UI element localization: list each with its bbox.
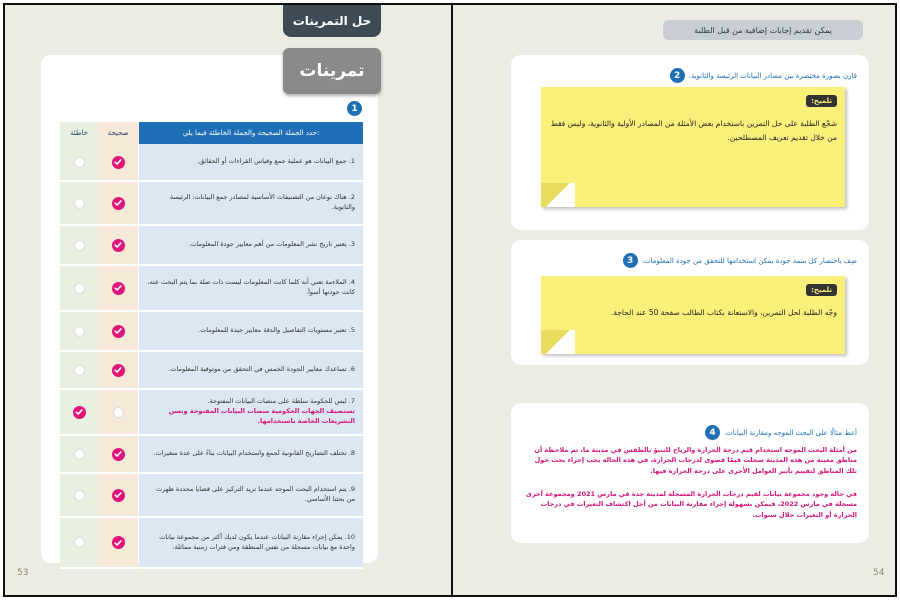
hint-label-q3: تلميح: (806, 284, 837, 296)
statement-cell (139, 352, 363, 390)
table-row (60, 474, 363, 518)
statement-text: 5. تعتبر مستويات التفاصيل والدقة معايير جيدة للمعلومات. (198, 326, 355, 335)
question-3-text: صِف باختصار كل سمة جودة يمكن استخدامها للتحقق من جودة المعلومات. (641, 256, 857, 265)
empty-circle-icon (74, 449, 85, 460)
statement-cell (139, 182, 363, 226)
statement-cell (139, 266, 363, 312)
question-3-card (511, 240, 869, 365)
statement-cell (139, 144, 363, 182)
check-icon (112, 448, 125, 461)
exercises-tab: تمرينات (283, 48, 381, 94)
question-2-card (511, 55, 869, 230)
left-page (5, 5, 451, 595)
check-icon (112, 536, 125, 549)
false-cell[interactable] (60, 474, 98, 518)
true-cell[interactable] (98, 312, 138, 352)
table-row (60, 518, 363, 569)
question-4-answer-1: من أمثلة البحث الموجه استخدام قيم درجة الحرارة والرياح للتنبؤ بالطقس في مدينة ما، ثم ملاحظة أن مناطق معينة من هذه المدينة سجلت قيمًا قصوى لدرجات الحرارة، في هذه الحالة يجب إجراء بحث حول تلك المناطق لتقييم تأثير العوامل الأخرى على درجة الحرارة فيها. (534, 446, 857, 475)
statement-text: 8. تختلف التصاريح القانونية لجمع واستخدام البيانات بناءً على عدة متغيرات. (153, 449, 355, 458)
statement-text: 7. ليس للحكومة سلطة على منصات البيانات المفتوحة. (207, 397, 355, 406)
false-cell[interactable] (60, 390, 98, 436)
false-cell[interactable] (60, 144, 98, 182)
page-number-right: 54 (873, 568, 885, 578)
check-icon (112, 282, 125, 295)
statement-cell (139, 436, 363, 474)
table-row (60, 144, 363, 182)
statement-text: 9. يتم استخدام البحث الموجه عندما تريد التركيز على قضايا محددة ظهرت من بحثنا الأساسي. (156, 485, 355, 503)
question-1-badge: 1 (347, 101, 362, 116)
true-cell[interactable] (98, 474, 138, 518)
empty-circle-icon (74, 198, 85, 209)
question-4-text: أعط مثالًا على البحث الموجه ومقارنة البيانات. (723, 428, 857, 437)
true-false-table (60, 122, 363, 551)
true-cell[interactable] (98, 266, 138, 312)
true-cell[interactable] (98, 518, 138, 569)
true-cell[interactable] (98, 352, 138, 390)
true-cell[interactable] (98, 226, 138, 266)
page-curl-icon (541, 183, 575, 207)
check-icon (73, 406, 86, 419)
question-3-title (623, 253, 857, 268)
question-2-title (670, 68, 857, 83)
hint-note-q3 (541, 276, 845, 354)
false-cell[interactable] (60, 182, 98, 226)
empty-circle-icon (113, 407, 124, 418)
page-number-left: 53 (17, 568, 29, 578)
table-row (60, 182, 363, 226)
false-cell[interactable] (60, 266, 98, 312)
false-cell[interactable] (60, 436, 98, 474)
statement-cell (139, 312, 363, 352)
statement-text: 6. تساعدك معايير الجودة الخمس في التحقق من موثوقية المعلومات. (168, 365, 355, 374)
false-cell[interactable] (60, 312, 98, 352)
question-2-badge: 2 (670, 68, 685, 83)
hint-note-q2 (541, 87, 845, 207)
correction-note: تستضيف الجهات الحكومية منصات البيانات المفتوحة وتسن التشريعات الخاصة باستخدامها. (168, 407, 355, 425)
question-4-card (511, 403, 869, 543)
true-cell[interactable] (98, 436, 138, 474)
false-cell[interactable] (60, 226, 98, 266)
statement-text: 4. الملاءمة تعني أنه كلما كانت المعلومات ليست ذات صلة بما يتم البحث عنه، كانت جودتها أسوأ. (147, 278, 355, 296)
hint-text-q2: شجّع الطلبة على حل التمرين باستخدام بعض الأمثلة من المصادر الأولية والثانوية، وليس فقط من خلال تقديم تعريف المصطلحين. (550, 119, 837, 142)
table-row (60, 312, 363, 352)
table-header-false: خاطئة (60, 122, 98, 144)
empty-circle-icon (74, 537, 85, 548)
hint-text-q3: وجّه الطلبة لحل التمرين، والاستعانة بكتاب الطالب صفحة 50 عند الحاجة. (610, 308, 837, 317)
statement-text: 3. يعتبر تاريخ نشر المعلومات من أهم معايير جودة المعلومات. (188, 240, 355, 249)
hint-label-q2: تلميح: (806, 95, 837, 107)
table-row (60, 266, 363, 312)
check-icon (112, 156, 125, 169)
right-page (453, 5, 895, 595)
statement-text: 2. هناك نوعان من التصنيفات الأساسية لمصادر جمع البيانات: الرئيسة والثانوية. (169, 193, 355, 211)
page-curl-icon (541, 330, 575, 354)
empty-circle-icon (74, 490, 85, 501)
true-cell[interactable] (98, 144, 138, 182)
table-row (60, 352, 363, 390)
question-2-text: قارن بصورة مختصرة بين مصادر البيانات الرئيسة والثانوية. (688, 71, 857, 80)
true-cell[interactable] (98, 182, 138, 226)
check-icon (112, 197, 125, 210)
statement-text: 10. يمكن إجراء مقارنة البيانات عندما يكون لديك أكثر من مجموعة بيانات واحدة مع بيانات مسجلة من نفس المنطقة ومن فترات زمنية مماثلة. (159, 532, 355, 551)
empty-circle-icon (74, 157, 85, 168)
additional-answers-tab: يمكن تقديم إجابات إضافية من قبل الطلبة (663, 20, 863, 40)
empty-circle-icon (74, 283, 85, 294)
statement-cell (139, 226, 363, 266)
question-4-answer-2: في حالة وجود مجموعة بيانات لقيم درجات الحرارة المسجلة لمدينة جدة في مارس 2021 ومجموعة أخرى مسجلة في مارس 2022، فيمكن بسهولة إجراء مقارنة البيانات من أجل اكتشاف التغيرات في درجات الحرارة أو التغيرات خلال سنوات. (525, 490, 857, 519)
question-3-badge: 3 (623, 253, 638, 268)
question-4-badge: 4 (705, 425, 720, 440)
statement-cell (139, 390, 363, 436)
check-icon (112, 489, 125, 502)
false-cell[interactable] (60, 352, 98, 390)
table-header-true: صحيحة (98, 122, 138, 144)
empty-circle-icon (74, 240, 85, 251)
statement-text: 1. جمع البيانات هو عملية جمع وقياس القراءات أو الحقائق. (197, 157, 355, 166)
empty-circle-icon (74, 365, 85, 376)
table-header-statement: حدد الجملة الصحيحة والجملة الخاطئة فيما يلي: (139, 122, 363, 144)
solutions-header-tab: حل التمرينات (283, 5, 381, 37)
check-icon (112, 364, 125, 377)
table-row (60, 226, 363, 266)
table-row (60, 390, 363, 436)
statement-cell (139, 518, 363, 569)
check-icon (112, 325, 125, 338)
question-4-title (705, 425, 857, 440)
false-cell[interactable] (60, 518, 98, 569)
table-row (60, 436, 363, 474)
true-cell[interactable] (98, 390, 138, 436)
empty-circle-icon (74, 326, 85, 337)
check-icon (112, 239, 125, 252)
statement-cell (139, 474, 363, 518)
